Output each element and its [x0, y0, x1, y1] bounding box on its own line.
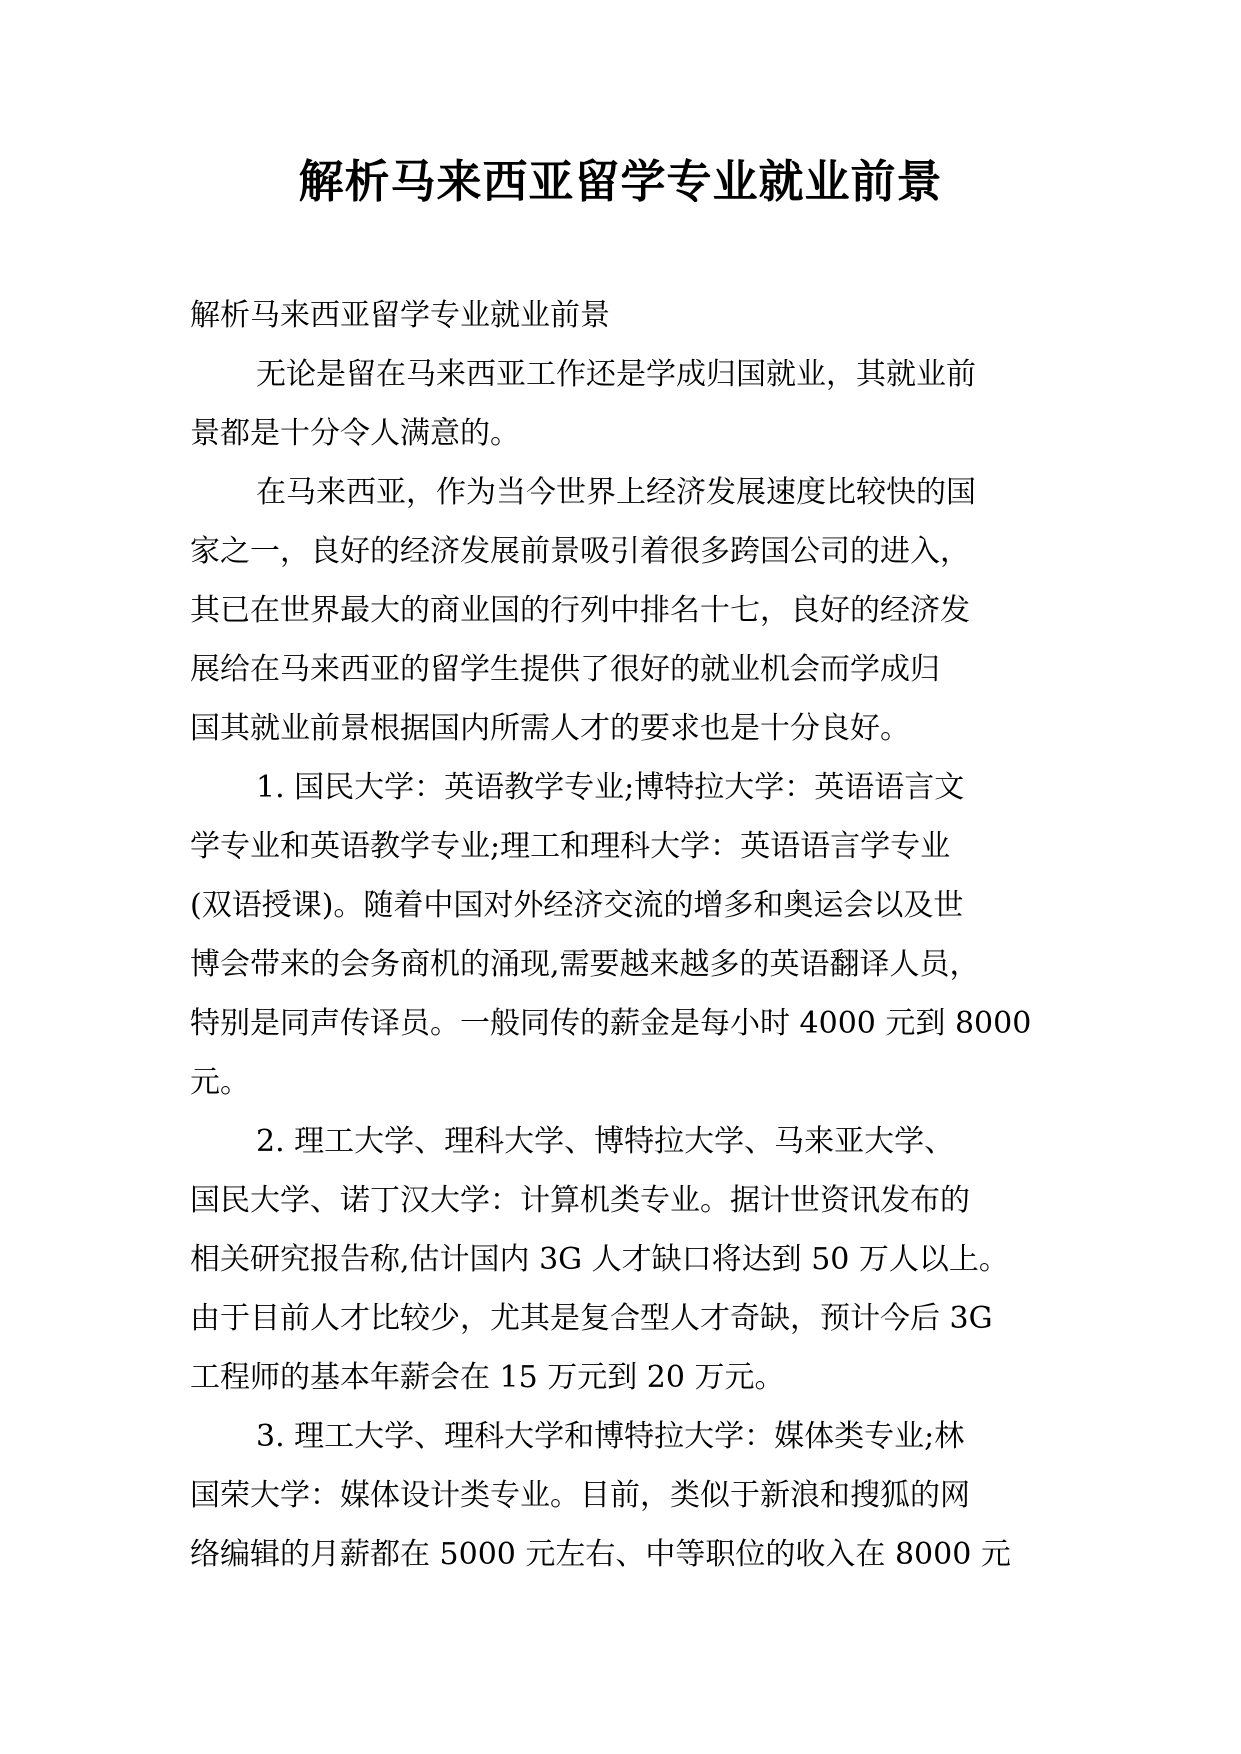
paragraph-line: 相关研究报告称,估计国内 3G 人才缺口将达到 50 万人以上。: [190, 1242, 1009, 1277]
paragraph-line: 工程师的基本年薪会在 15 万元到 20 万元。: [190, 1360, 785, 1395]
body-subtitle: 解析马来西亚留学专业就业前景: [190, 298, 610, 333]
paragraph-line: 国其就业前景根据国内所需人才的要求也是十分良好。: [190, 711, 910, 746]
paragraph-line: 由于目前人才比较少，尤其是复合型人才奇缺，预计今后 3G: [190, 1301, 993, 1336]
paragraph-line: 络编辑的月薪都在 5000 元左右、中等职位的收入在 8000 元: [190, 1537, 1011, 1572]
paragraph-line: 无论是留在马来西亚工作还是学成归国就业，其就业前: [256, 357, 976, 392]
paragraph-line: 在马来西亚，作为当今世界上经济发展速度比较快的国: [256, 475, 976, 510]
paragraph-line: 景都是十分令人满意的。: [190, 416, 520, 451]
paragraph-line: 1. 国民大学：英语教学专业;博特拉大学：英语语言文: [256, 770, 965, 805]
paragraph-line: 特别是同声传译员。一般同传的薪金是每小时 4000 元到 8000: [190, 1006, 1032, 1041]
paragraph-line: 家之一，良好的经济发展前景吸引着很多跨国公司的进入，: [190, 534, 970, 569]
paragraph-line: 国民大学、诺丁汉大学：计算机类专业。据计世资讯发布的: [190, 1183, 970, 1218]
paragraph-line: 其已在世界最大的商业国的行列中排名十七，良好的经济发: [190, 593, 970, 628]
paragraph-line: 展给在马来西亚的留学生提供了很好的就业机会而学成归: [190, 652, 940, 687]
paragraph-line: (双语授课)。随着中国对外经济交流的增多和奥运会以及世: [190, 888, 964, 923]
paragraph-line: 2. 理工大学、理科大学、博特拉大学、马来亚大学、: [256, 1124, 955, 1159]
paragraph-line: 元。: [190, 1065, 250, 1100]
paragraph-line: 3. 理工大学、理科大学和博特拉大学：媒体类专业;林: [256, 1419, 965, 1454]
paragraph-line: 博会带来的会务商机的涌现,需要越来越多的英语翻译人员，: [190, 947, 980, 982]
document-title: 解析马来西亚留学专业就业前景: [298, 155, 943, 208]
document-body: [190, 286, 1056, 1584]
paragraph-line: 学专业和英语教学专业;理工和理科大学：英语语言学专业: [190, 829, 951, 864]
paragraph-line: 国荣大学：媒体设计类专业。目前，类似于新浪和搜狐的网: [190, 1478, 970, 1513]
